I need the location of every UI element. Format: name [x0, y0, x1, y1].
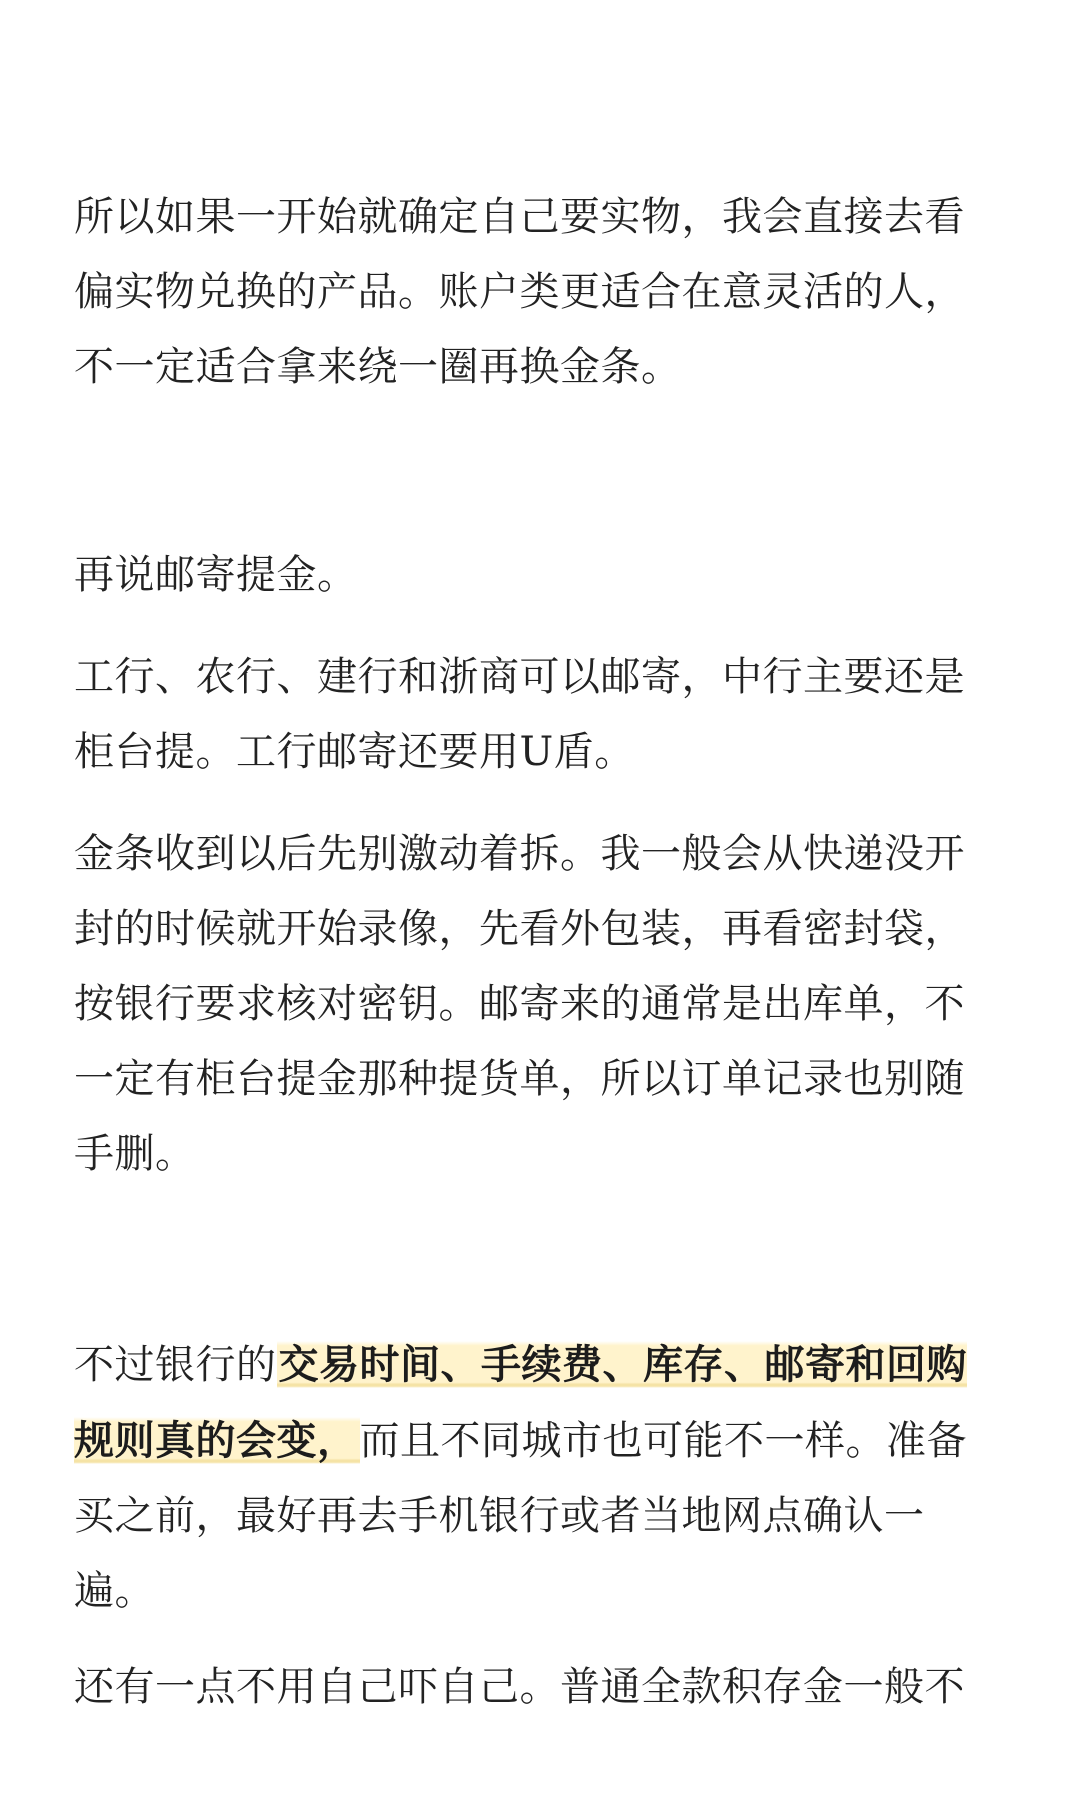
paragraph-mail-delivery-heading: 再说邮寄提金。: [74, 552, 358, 598]
highlighted-text: 交易时间、手续费、库存、邮寄和回购规则真的会变，: [74, 1341, 967, 1464]
paragraph-rules-change-lead: 不过银行的: [74, 1342, 277, 1388]
paragraph-physical-gold: 所以如果一开始就确定自己要实物，我会直接去看偏实物兑换的产品。账户类更适合在意灵活的人，不一定适合拿来绕一圈再换金条。: [74, 194, 965, 390]
paragraph-rules-change: [74, 1327, 1004, 1629]
paragraph-bank-mail-options: 工行、农行、建行和浙商可以邮寄，中行主要还是柜台提。工行邮寄还要用U盾。: [74, 654, 965, 775]
paragraph-dont-worry: 还有一点不用自己吓自己。普通全款积存金一般不: [74, 1664, 965, 1710]
paragraph-rules-change-tail: 而且不同城市也可能不一样。准备买之前，最好再去手机银行或者当地网点确认一遍。: [74, 1418, 967, 1614]
paragraph-unboxing-advice: 金条收到以后先别激动着拆。我一般会从快递没开封的时候就开始录像，先看外包装，再看密封袋，按银行要求核对密钥。邮寄来的通常是出库单，不一定有柜台提金那种提货单，所以订单记录也别随手删。: [74, 831, 965, 1177]
